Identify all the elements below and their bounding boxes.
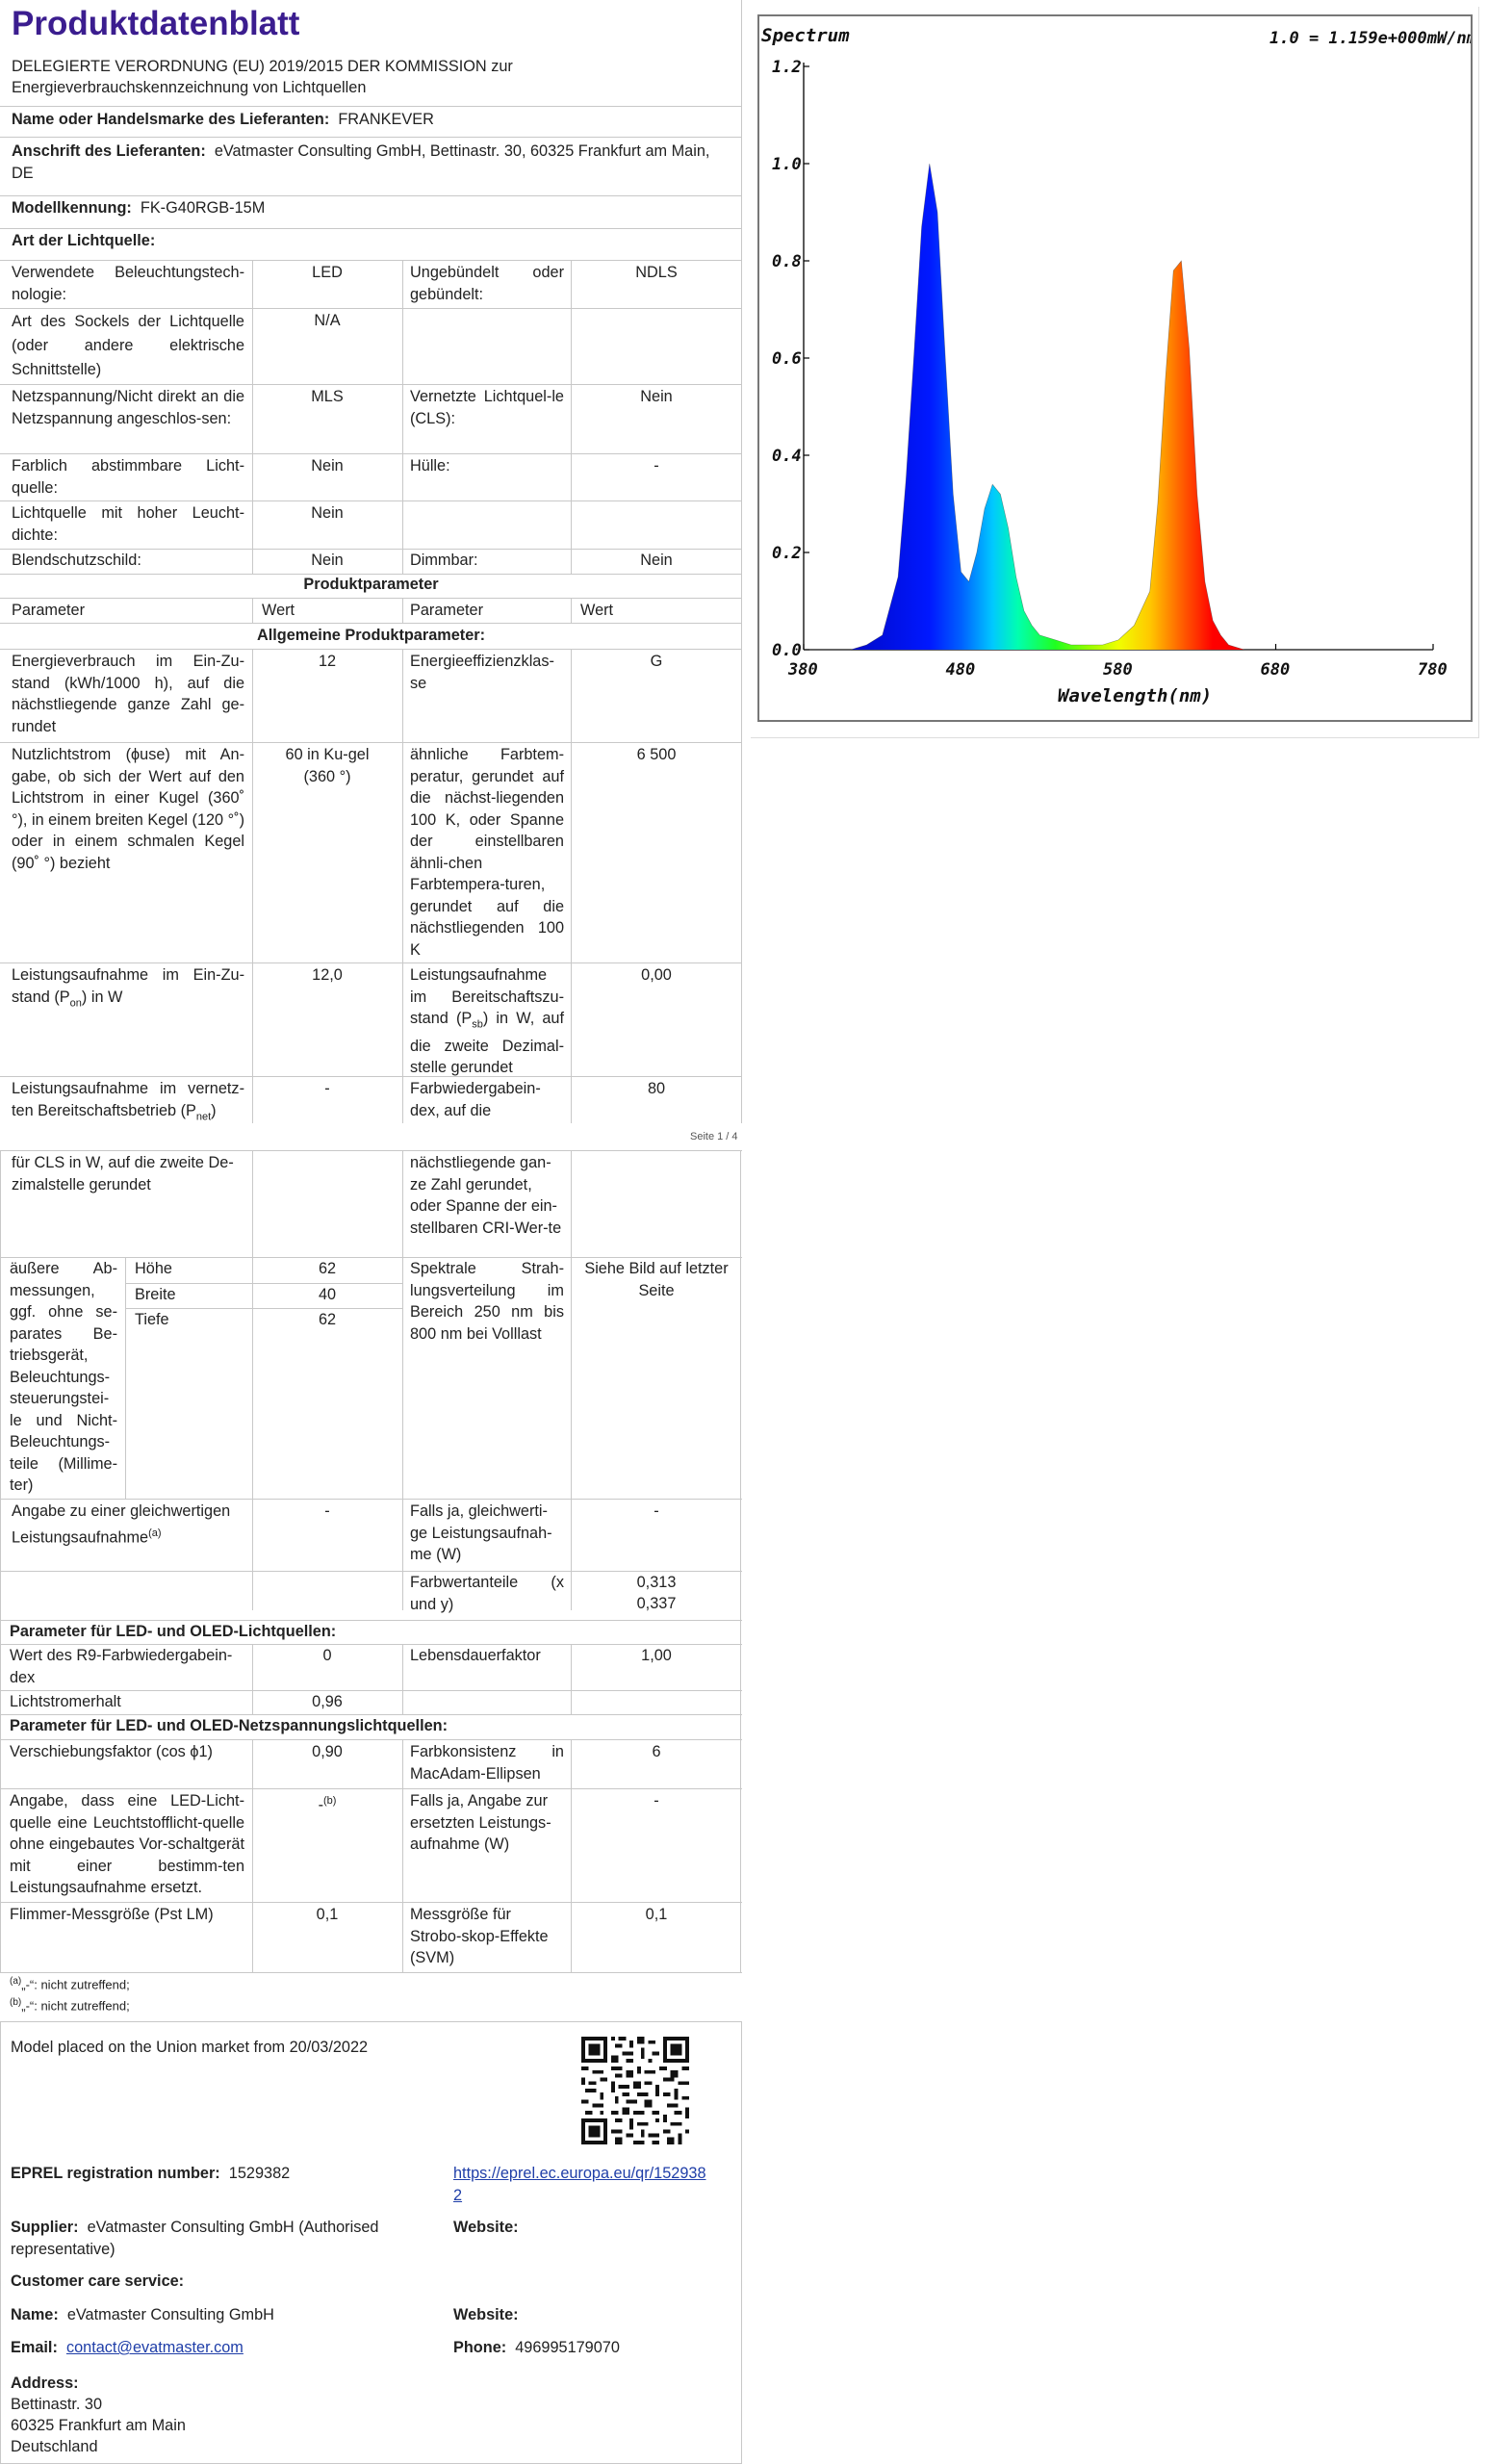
lt-tunable-value: Nein <box>311 457 344 475</box>
email-link[interactable]: contact@evatmaster.com <box>65 2339 244 2356</box>
chart-annotation: 1.0 = 1.159e+000mW/nm <box>1269 29 1471 48</box>
lt-focus-label: Ungebündelt oder gebündelt: <box>410 264 569 303</box>
spectrum-svg <box>759 16 1471 720</box>
lt-hl-value: Nein <box>311 504 344 522</box>
x-tick-label: 480 <box>945 660 976 680</box>
page-number: Seite 1 / 4 <box>690 1131 738 1142</box>
footnote-a: $^{(a)}$„-“: nicht zutreffend; <box>10 1976 130 1992</box>
psb-value: 0,00 <box>641 966 672 984</box>
spectrum-series-line <box>804 164 1433 650</box>
y-tick-label: 1.2 <box>772 58 802 77</box>
cosphi-value: 0,90 <box>312 1743 343 1760</box>
cct-label: ähnliche Farbtem-peratur, gerundet auf die nächst-liegenden 100 K, oder Spanne der einstellbaren ähnli-chen Farbtempera-turen, gerundet auf die nächstliegenden 100 K <box>410 746 569 959</box>
lt-antiglare-value: Nein <box>311 552 344 569</box>
page-title: Produktdatenblatt <box>12 5 300 42</box>
replace-value: -$^{(b)}$ <box>318 1795 337 1814</box>
lt-focus-value: NDLS <box>635 264 678 281</box>
dim-depth-value: 62 <box>318 1311 337 1328</box>
address-line-2: 60325 Frankfurt am Main <box>11 2417 186 2434</box>
customer-care-heading: Customer care service: <box>11 2272 185 2290</box>
lt-cls-label: Vernetzte Lichtquel-le (CLS): <box>410 388 569 427</box>
address-line-3: Deutschland <box>11 2438 98 2455</box>
x-tick-label: 780 <box>1418 660 1448 680</box>
dim-height-value: 62 <box>318 1260 337 1277</box>
spectrum-chart <box>757 14 1473 722</box>
phone-row: Phone: 496995179070 <box>453 2339 620 2356</box>
cri-label: Farbwiedergabein-dex, auf die <box>410 1080 541 1119</box>
supplier-row: Supplier: eVatmaster Consulting GmbH (Authorised representative) <box>11 2219 383 2258</box>
led-params-heading: Parameter für LED- und OLED-Lichtquellen: <box>10 1623 337 1640</box>
dimensions-label: äußere Ab-messungen, ggf. ohne se-parates Be-triebsgerät, Beleuchtungs-steuerungstei-le und Nicht-Beleuchtungs-teile (Millime-ter) <box>10 1260 117 1494</box>
equiv-label: Angabe zu einer gleichwertigen Leistungsaufnahme$^{(a)}$ <box>12 1502 235 1546</box>
eprel-link[interactable]: https://eprel.ec.europa.eu/qr/1529382 <box>453 2165 706 2204</box>
light-type-heading: Art der Lichtquelle: <box>12 232 156 249</box>
dim-width-label: Breite <box>135 1286 176 1303</box>
strobo-label: Messgröße für Strobo-skop-Effekte (SVM) <box>410 1906 553 1966</box>
model-row: Modellkennung: FK-G40RGB-15M <box>12 199 266 217</box>
chroma-y: 0,337 <box>636 1595 677 1612</box>
y-tick-label: 1.0 <box>772 155 802 174</box>
product-params-heading: Produktparameter <box>303 576 439 593</box>
supplier-address-row: Anschrift des Lieferanten: eVatmaster Consulting GmbH, Bettinastr. 30, 60325 Frankfurt am Main, DE <box>12 142 714 182</box>
r9-label: Wert des R9-Farbwiedergabein-dex <box>10 1647 233 1686</box>
datasheet-page-1: Produktdatenblatt DELEGIERTE VERORDNUNG (EU) 2019/2015 DER KOMMISSION zur Energieverbrauchskennzeichnung von Lichtquellen Name oder Handelsmarke des Lieferanten: FRANKEVER Anschrift des Lieferanten: eVatmaster Consulting GmbH, Bettinastr. 30, 60325 Frankfurt am Main, DE Modellkennung: FK-G40RGB-15M Art der Lichtquelle: Verwendete Beleuchtungstech-nologie: LED Ungebündelt oder gebündelt: NDLS Art des Sockels der Lichtquelle (oder andere elektrische Schnittstelle) N/A Netzspannung/Nicht direkt an die Netzspannung angeschlos-sen: MLS Vernetzte Lichtquel-le (CLS): Nein Farblich abstimmbare Licht-quelle: Nein Hülle: - Lichtquelle mit hoher Leucht-dichte: Nein Blendschutzschild: Nein Dimmbar: Nein Produktparameter Parameter Wert Parameter Wert Allgemeine Produktparameter: Energieverbrauch im Ein-Zu-stand (kWh/1000 h), auf die nächstliegende ganze Zahl ge-rundet 12 Energieeffizienzklas-se G Nutzlichtstrom (ϕuse) mit An-gabe, ob sich der Wert auf den Lichtstrom in einer Kugel (360˚ °), in einem breiten Kegel (120 °˚) oder in einem schmalen Kegel (90˚ °) bezieht 60 in Ku-gel (360 °) ähnliche Farbtem-peratur, gerundet auf die nächst-liegenden 100 K, oder Spanne der einstellbaren ähnli-chen Farbtempera-turen, gerundet auf die nächstliegenden 100 K 6 500 Leistungsaufnahme im Ein-Zu-stand $(P_{on})$ in W 12,0 Leistungsaufnahme im Bereitschaftszu-stand $(P_{sb})$ in W, auf die zweite Dezimal-stelle gerundet 0,00 Leistungsaufnahme im vernetz-ten Bereitschaftsbetrieb $(P_{net})$ - Farbwiedergabein-dex, auf die 80 <box>0 0 742 1123</box>
eclass-value: G <box>650 653 663 670</box>
flux-value: 60 in Ku-gel (360 °) <box>285 746 373 785</box>
website-label: Website: <box>453 2219 519 2236</box>
lt-dimmable-value: Nein <box>640 552 673 569</box>
x-tick-label: 680 <box>1260 660 1291 680</box>
email-row: Email: contact@evatmaster.com <box>11 2339 244 2356</box>
cri-label-cont: nächstliegende gan-ze Zahl gerundet, oder Spanne der ein-stellbaren CRI-Wer-te <box>410 1154 562 1237</box>
cosphi-label: Verschiebungsfaktor (cos ϕ1) <box>10 1743 213 1760</box>
x-tick-label: 380 <box>788 660 818 680</box>
spd-value: Siehe Bild auf letzter Seite <box>584 1260 733 1299</box>
general-params-heading: Allgemeine Produktparameter: <box>256 627 486 644</box>
lt-envelope-label: Hülle: <box>410 457 450 475</box>
pnet-label: Leistungsaufnahme im vernetz-ten Bereitschaftsbetrieb $(P_{net})$ <box>12 1080 244 1122</box>
qr-code-icon[interactable] <box>581 2037 689 2144</box>
y-tick-label: 0.6 <box>772 349 802 369</box>
pon-label: Leistungsaufnahme im Ein-Zu-stand $(P_{on})$ in W <box>12 966 244 1009</box>
y-tick-label: 0.4 <box>772 447 802 466</box>
consistency-label: Farbkonsistenz in MacAdam-Ellipsen <box>410 1743 569 1783</box>
mains-params-heading: Parameter für LED- und OLED-Netzspannungslichtquellen: <box>10 1717 449 1734</box>
lt-tunable-label: Farblich abstimmbare Licht-quelle: <box>12 457 244 497</box>
datasheet-page-2 <box>0 1150 742 2014</box>
lt-envelope-value: - <box>654 457 659 475</box>
y-tick-label: 0.0 <box>772 641 802 660</box>
eprel-info-page <box>0 2021 742 2464</box>
lt-mains-label: Netzspannung/Nicht direkt an die Netzspannung angeschlos-sen: <box>12 388 249 427</box>
flicker-value: 0,1 <box>316 1906 339 1923</box>
psb-label: Leistungsaufnahme im Bereitschaftszu-stand $(P_{sb})$ in W, auf die zweite Dezimal-stelle gerundet <box>410 966 569 1077</box>
chroma-label: Farbwertanteile (x und y) <box>410 1574 569 1613</box>
customer-name-row: Name: eVatmaster Consulting GmbH <box>11 2306 274 2323</box>
lt-mains-value: MLS <box>311 388 344 405</box>
lt-cls-value: Nein <box>640 388 673 405</box>
survival-value: 1,00 <box>641 1647 672 1664</box>
lt-cap-value: N/A <box>314 312 341 329</box>
dim-depth-label: Tiefe <box>135 1311 169 1328</box>
eclass-label: Energieeffizienzklas-se <box>410 653 554 692</box>
lumen-maint-value: 0,96 <box>312 1693 343 1710</box>
y-tick-label: 0.2 <box>772 544 802 563</box>
strobo-value: 0,1 <box>645 1906 668 1923</box>
address-line-1: Bettinastr. 30 <box>11 2396 103 2413</box>
pon-value: 12,0 <box>312 966 343 984</box>
regulation-text: DELEGIERTE VERORDNUNG (EU) 2019/2015 DER KOMMISSION zur Energieverbrauchskennzeichnung von Lichtquellen <box>12 58 518 96</box>
survival-label: Lebensdauerfaktor <box>410 1647 541 1664</box>
y-tick-label: 0.8 <box>772 252 802 271</box>
r9-value: 0 <box>322 1647 332 1664</box>
lt-tech-value: LED <box>312 264 343 281</box>
lt-cap-label: Art des Sockels der Lichtquelle (oder andere elektrische Schnittstelle) <box>12 313 249 378</box>
customer-website-label: Website: <box>453 2306 519 2323</box>
consistency-value: 6 <box>652 1743 661 1760</box>
lt-hl-label: Lichtquelle mit hoher Leucht-dichte: <box>12 504 244 544</box>
address-heading: Address: <box>11 2374 79 2392</box>
replace-power-value: - <box>654 1792 659 1810</box>
replace-power-label: Falls ja, Angabe zur ersetzten Leistungs-aufnahme (W) <box>410 1792 552 1853</box>
equiv-power-label: Falls ja, gleichwerti-ge Leistungsaufnah-me (W) <box>410 1502 552 1563</box>
dim-height-label: Höhe <box>135 1260 172 1277</box>
lt-antiglare-label: Blendschutzschild: <box>12 552 141 569</box>
flicker-label: Flimmer-Messgröße (Pst LM) <box>10 1906 214 1923</box>
energy-label: Energieverbrauch im Ein-Zu-stand (kWh/1000 h), auf die nächstliegende ganze Zahl ge-rundet <box>12 653 249 735</box>
x-tick-label: 580 <box>1103 660 1133 680</box>
pnet-value: - <box>324 1080 330 1097</box>
flux-label: Nutzlichtstrom (ϕuse) mit An-gabe, ob sich der Wert auf den Lichtstrom in einer Kugel (360˚ °), in einem breiten Kegel (120 °˚) oder in einem schmalen Kegel (90˚ °) bezieht <box>12 746 249 872</box>
spd-label: Spektrale Strah-lungsverteilung im Bereich 250 nm bis 800 nm bei Volllast <box>410 1260 569 1343</box>
replace-label: Angabe, dass eine LED-Licht-quelle eine Leuchtstofflicht-quelle ohne eingebautes Vor-schaltgerät mit einer bestimm-ten Leistungsaufnahme ersetzt. <box>10 1792 249 1896</box>
chroma-x: 0,313 <box>636 1574 677 1591</box>
cri-value: 80 <box>647 1080 666 1097</box>
lt-tech-label: Verwendete Beleuchtungstech-nologie: <box>12 264 244 303</box>
lt-dimmable-label: Dimmbar: <box>410 552 478 569</box>
cct-value: 6 500 <box>636 746 677 763</box>
supplier-name-row: Name oder Handelsmarke des Lieferanten: FRANKEVER <box>12 111 434 128</box>
x-axis-title: Wavelength(nm) <box>1058 685 1213 706</box>
dim-width-value: 40 <box>318 1286 337 1303</box>
pnet-label-cont: für CLS in W, auf die zweite De-zimalstelle gerundet <box>12 1154 234 1194</box>
footnote-b: $^{(b)}$„-“: nicht zutreffend; <box>10 1997 130 2014</box>
chart-title: Spectrum <box>761 25 850 46</box>
lumen-maint-label: Lichtstromerhalt <box>10 1693 121 1710</box>
equiv-value: - <box>324 1502 330 1520</box>
equiv-power-value: - <box>654 1502 659 1520</box>
market-placement: Model placed on the Union market from 20/03/2022 <box>11 2039 369 2056</box>
energy-value: 12 <box>318 653 337 670</box>
eprel-registration: EPREL registration number: 1529382 <box>11 2165 291 2182</box>
